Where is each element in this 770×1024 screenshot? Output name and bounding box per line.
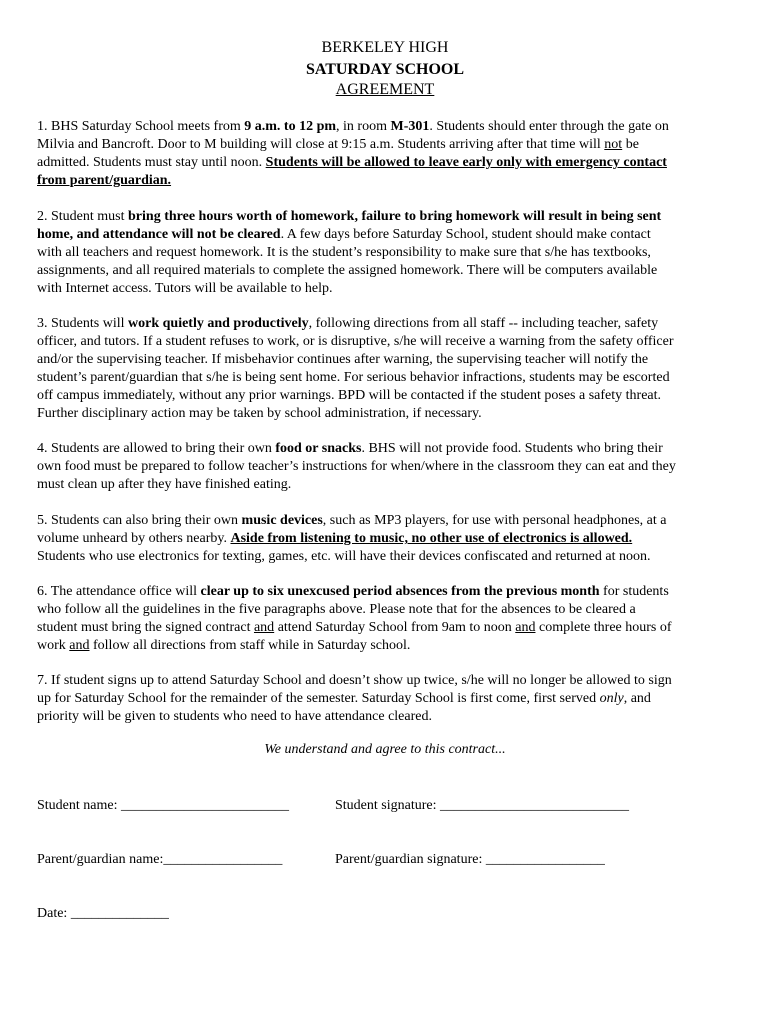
student-signature-field[interactable]: Student signature: ___________________________ xyxy=(335,798,629,813)
program-title: SATURDAY SCHOOL xyxy=(305,61,465,78)
date-field[interactable]: Date: ______________ xyxy=(37,906,169,921)
paragraph-line: up for Saturday School for the remainder of the semester. Saturday School is first come, first served only, and xyxy=(37,691,651,706)
paragraph-line: 7. If student signs up to attend Saturday School and doesn’t show up twice, s/he will no longer be allowed to sign xyxy=(37,673,672,688)
parent-name-field[interactable]: Parent/guardian name:_________________ xyxy=(37,852,283,867)
document-type: AGREEMENT xyxy=(335,81,435,98)
paragraph-line: Milvia and Bancroft. Door to M building will close at 9:15 a.m. Students arriving after that time will not be xyxy=(37,137,639,152)
paragraph-line: student must bring the signed contract and attend Saturday School from 9am to noon and complete three hours of xyxy=(37,620,672,635)
paragraph-line: off campus immediately, without any prior warnings. BPD will be contacted if the student poses a safety threat. xyxy=(37,388,662,403)
student-name-field[interactable]: Student name: ________________________ xyxy=(37,798,289,813)
paragraph-line: officer, and tutors. If a student refuses to work, or is disruptive, s/he will receive a warning from the safety officer xyxy=(37,334,674,349)
paragraph-line: 2. Student must bring three hours worth of homework, failure to bring homework will result in being sent xyxy=(37,209,662,224)
paragraph-line: 5. Students can also bring their own music devices, such as MP3 players, for use with personal headphones, at a xyxy=(37,513,667,528)
paragraph-line: home, and attendance will not be cleared. A few days before Saturday School, student should make contact xyxy=(37,227,651,242)
school-name: BERKELEY HIGH xyxy=(321,39,449,56)
paragraph-line: 1. BHS Saturday School meets from 9 a.m. to 12 pm, in room M-301. Students should enter through the gate on xyxy=(37,119,669,134)
paragraph-line: student’s parent/guardian that s/he is being sent home. For serious behavior infractions, students may be escorted xyxy=(37,370,670,385)
paragraph-line: with all teachers and request homework. It is the student’s responsibility to make sure that s/he has textbooks, xyxy=(37,245,651,260)
paragraph-line: admitted. Students must stay until noon. Students will be allowed to leave early only with emergency contact xyxy=(37,155,667,170)
parent-signature-field[interactable]: Parent/guardian signature: _________________ xyxy=(335,852,605,867)
paragraph-line: 3. Students will work quietly and productively, following directions from all staff -- including teacher, safety xyxy=(37,316,659,331)
paragraph-line: volume unheard by others nearby. Aside from listening to music, no other use of electronics is allowed. xyxy=(37,531,633,546)
paragraph-line: 6. The attendance office will clear up to six unexcused period absences from the previous month for students xyxy=(37,584,669,599)
paragraph-line: own food must be prepared to follow teacher’s instructions for when/where in the classroom they can eat and they xyxy=(37,459,676,474)
paragraph-line: 4. Students are allowed to bring their own food or snacks. BHS will not provide food. Students who bring their xyxy=(37,441,663,456)
paragraph-line: work and follow all directions from staff while in Saturday school. xyxy=(37,638,411,653)
agreement-statement: We understand and agree to this contract... xyxy=(264,742,506,757)
paragraph-line: Further disciplinary action may be taken by school administration, if necessary. xyxy=(37,406,482,421)
paragraph-line: and/or the supervising teacher. If misbehavior continues after warning, the supervising teacher will notify the xyxy=(37,352,649,367)
paragraph-line: from parent/guardian. xyxy=(37,173,172,188)
paragraph-line: must clean up after they have finished eating. xyxy=(37,477,292,492)
paragraph-line: Students who use electronics for texting, games, etc. will have their devices confiscated and returned at noon. xyxy=(37,549,651,564)
paragraph-line: priority will be given to students who need to have attendance cleared. xyxy=(37,709,432,724)
paragraph-line: assignments, and all required materials to complete the assigned homework. There will be computers available xyxy=(37,263,658,278)
paragraph-line: who follow all the guidelines in the five paragraphs above. Please note that for the absences to be cleared a xyxy=(37,602,636,617)
paragraph-line: with Internet access. Tutors will be available to help. xyxy=(37,281,333,296)
